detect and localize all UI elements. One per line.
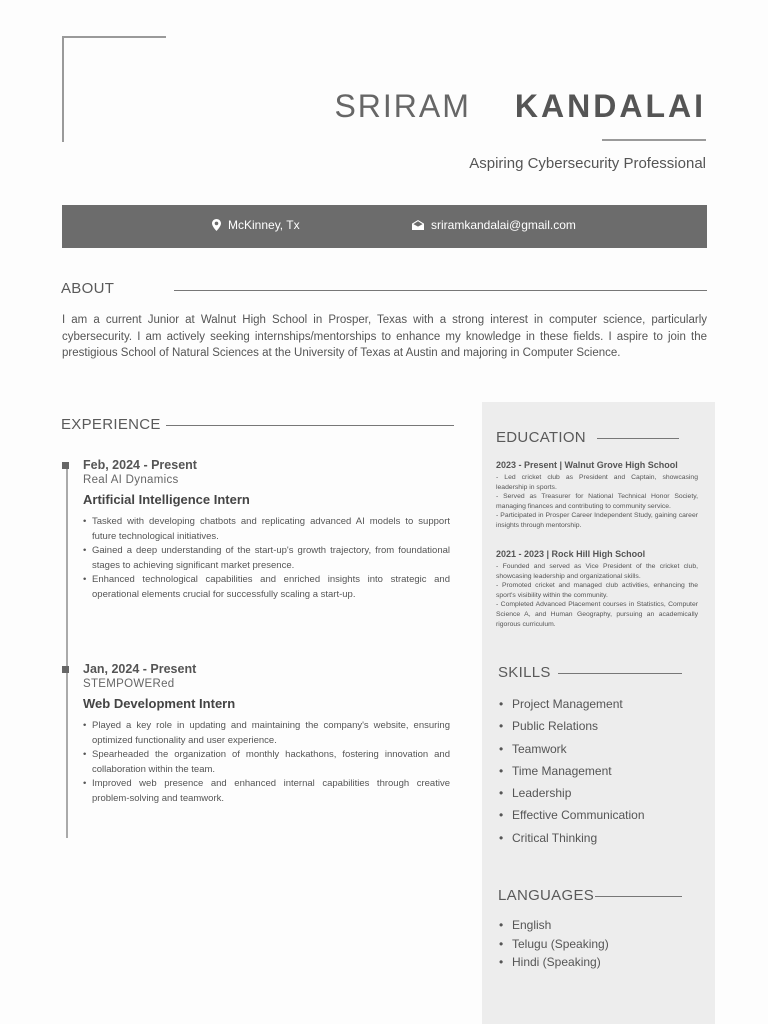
education-detail: - Founded and served as Vice President of the cricket club, showcasing leadership and organizational skills. [496, 563, 698, 580]
language-item: • Hindi (Speaking) [498, 955, 609, 974]
corner-bracket-vertical [62, 36, 64, 142]
skill-item: • Project Management [498, 697, 645, 719]
job-bullet: • Tasked with developing chatbots and replicating advanced AI models to support future technological initiatives. [83, 515, 450, 544]
education-entry [496, 460, 698, 531]
education-rule [597, 438, 679, 439]
job-bullet: • Enhanced technological capabilities and enriched insights into strategic and operational elements crucial for successfully scaling a start-up. [83, 573, 450, 602]
envelope-icon [412, 220, 424, 230]
job-bullet: • Played a key role in updating and maintaining the company's website, ensuring optimized functionality and user experience. [83, 719, 450, 748]
job-title: Artificial Intelligence Intern [83, 492, 250, 507]
timeline-marker [62, 666, 69, 673]
skill-item: • Effective Communication [498, 808, 645, 830]
resume-name [334, 88, 706, 125]
languages-rule [595, 896, 682, 897]
skill-item: • Leadership [498, 786, 645, 808]
job-entry [83, 662, 450, 806]
job-date: Jan, 2024 - Present [83, 662, 197, 676]
skill-item: • Teamwork [498, 742, 645, 764]
email-text[interactable]: sriramkandalai@gmail.com [431, 218, 576, 232]
job-bullet: • Spearheaded the organization of monthly hackathons, fostering innovation and collaboration within the team. [83, 748, 450, 777]
contact-email[interactable] [412, 218, 576, 232]
name-underline [602, 139, 706, 141]
contact-location [212, 218, 300, 232]
languages-list [498, 918, 609, 974]
languages-heading: LANGUAGES [498, 887, 595, 904]
about-text: I am a current Junior at Walnut High School in Prosper, Texas with a strong interest in computer science, particularly cybersecurity. I am actively seeking internships/mentorships to enhance my knowledge in these fields. I aspire to join the prestigious School of Natural Sciences at the University of Texas at Austin and majoring in Computer Science. [62, 314, 707, 359]
experience-heading: EXPERIENCE [61, 416, 161, 433]
education-detail: - Led cricket club as President and Captain, showcasing leadership in sports. [496, 474, 698, 491]
education-title: 2021 - 2023 | Rock Hill High School [496, 549, 646, 559]
education-detail: - Promoted cricket and managed club activities, enhancing the sport's visibility within the community. [496, 582, 698, 599]
education-detail: - Served as Treasurer for National Technical Honor Society, managing finances and contributing to community service. [496, 493, 698, 510]
job-bullets [83, 515, 450, 602]
contact-bar [62, 205, 707, 248]
skills-rule [558, 673, 682, 674]
education-detail: - Participated in Prosper Career Independent Study, gaining career insights through mentorship. [496, 512, 698, 529]
job-date: Feb, 2024 - Present [83, 458, 197, 472]
education-title: 2023 - Present | Walnut Grove High School [496, 460, 678, 470]
skill-item: • Time Management [498, 764, 645, 786]
language-item: • English [498, 918, 609, 937]
education-details [496, 473, 698, 531]
skill-item: • Critical Thinking [498, 831, 645, 853]
job-bullet: • Improved web presence and enhanced internal capabilities through creative problem-solving and teamwork. [83, 777, 450, 806]
corner-bracket-horizontal [62, 36, 166, 38]
map-pin-icon [212, 219, 221, 231]
timeline-marker [62, 462, 69, 469]
experience-rule [166, 425, 454, 426]
language-item: • Telugu (Speaking) [498, 937, 609, 956]
education-heading: EDUCATION [496, 429, 586, 446]
skill-item: • Public Relations [498, 719, 645, 741]
job-entry [83, 458, 450, 602]
skills-heading: SKILLS [498, 664, 551, 681]
job-title: Web Development Intern [83, 696, 236, 711]
first-name: SRIRAM [334, 88, 471, 124]
job-bullet: • Gained a deep understanding of the start-up's growth trajectory, from foundational stages to achieving significant market presence. [83, 544, 450, 573]
education-entry [496, 549, 698, 629]
skills-list [498, 697, 645, 853]
education-detail: - Completed Advanced Placement courses in Statistics, Computer Science A, and Human Geography, pursuing an academically rigorous curriculum. [496, 601, 698, 628]
education-details [496, 562, 698, 629]
experience-timeline [66, 463, 68, 838]
job-bullets [83, 719, 450, 806]
location-text: McKinney, Tx [228, 218, 300, 232]
last-name: KANDALAI [514, 88, 706, 124]
job-company: STEMPOWERed [83, 678, 175, 690]
professional-subtitle: Aspiring Cybersecurity Professional [469, 155, 706, 172]
about-heading: ABOUT [61, 280, 115, 297]
job-company: Real AI Dynamics [83, 474, 179, 486]
about-rule [174, 290, 707, 291]
